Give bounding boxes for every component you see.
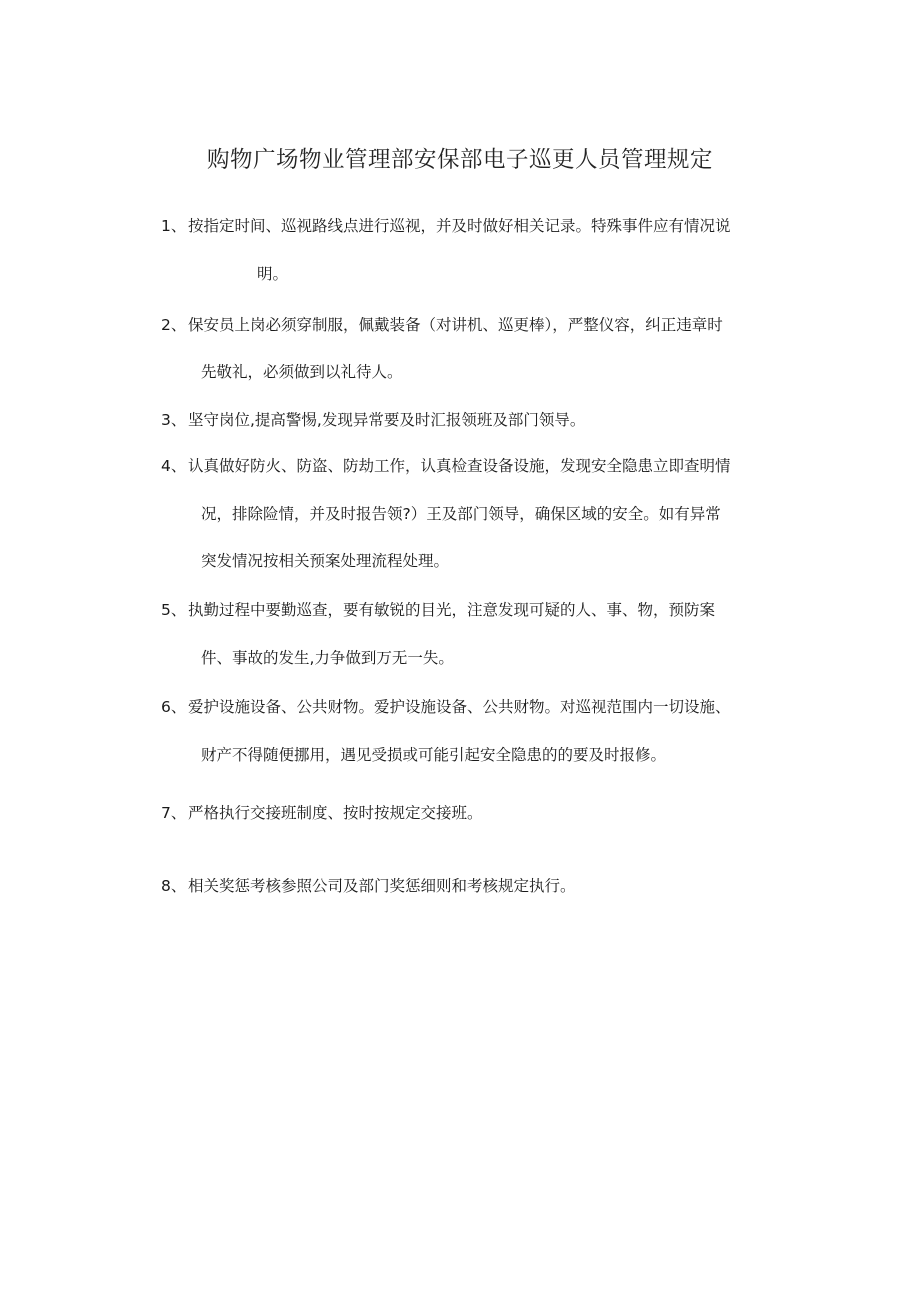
rule-2-number: 2、	[161, 316, 187, 334]
rule-7-number: 7、	[161, 804, 187, 822]
rule-4-line-1: 认真做好防火、防盗、防劫工作，认真检查设备设施，发现安全隐患立即查明情	[188, 457, 731, 475]
rule-5-line-2: 件、事故的发生,力争做到万无一失。	[201, 649, 454, 667]
rule-4-number: 4、	[161, 457, 187, 475]
rule-5-number: 5、	[161, 601, 187, 619]
rule-6-line-2: 财产不得随便挪用，遇见受损或可能引起安全隐患的的要及时报修。	[201, 746, 667, 764]
rule-5-line-1: 执勤过程中要勤巡查，要有敏锐的目光，注意发现可疑的人、事、物，预防案	[188, 601, 716, 619]
rule-8-number: 8、	[161, 877, 187, 895]
rule-8-line-1: 相关奖惩考核参照公司及部门奖惩细则和考核规定执行。	[188, 877, 576, 895]
rule-1-number: 1、	[161, 217, 187, 235]
rule-3-line-1: 坚守岗位,提高警惕,发现异常要及时汇报领班及部门领导。	[188, 411, 586, 429]
rule-7-line-1: 严格执行交接班制度、按时按规定交接班。	[188, 804, 483, 822]
rule-4-line-2: 况，排除险情，并及时报告领?）王及部门领导，确保区域的安全。如有异常	[201, 505, 721, 523]
rule-1-line-1: 按指定时间、巡视路线点进行巡视，并及时做好相关记录。特殊事件应有情况说	[188, 217, 731, 235]
rule-6-number: 6、	[161, 698, 187, 716]
rule-1-line-2: 明。	[257, 265, 289, 283]
rule-3-number: 3、	[161, 411, 187, 429]
rule-6-line-1: 爱护设施设备、公共财物。爱护设施设备、公共财物。对巡视范围内一切设施、	[188, 698, 731, 716]
rule-2-line-2: 先敬礼，必须做到以礼待人。	[201, 363, 403, 381]
rule-4-line-3: 突发情况按相关预案处理流程处理。	[201, 552, 450, 570]
page-title: 购物广场物业管理部安保部电子巡更人员管理规定	[206, 147, 713, 173]
rule-2-line-1: 保安员上岗必须穿制服，佩戴装备（对讲机、巡更棒），严整仪容，纠正违章时	[188, 316, 723, 334]
